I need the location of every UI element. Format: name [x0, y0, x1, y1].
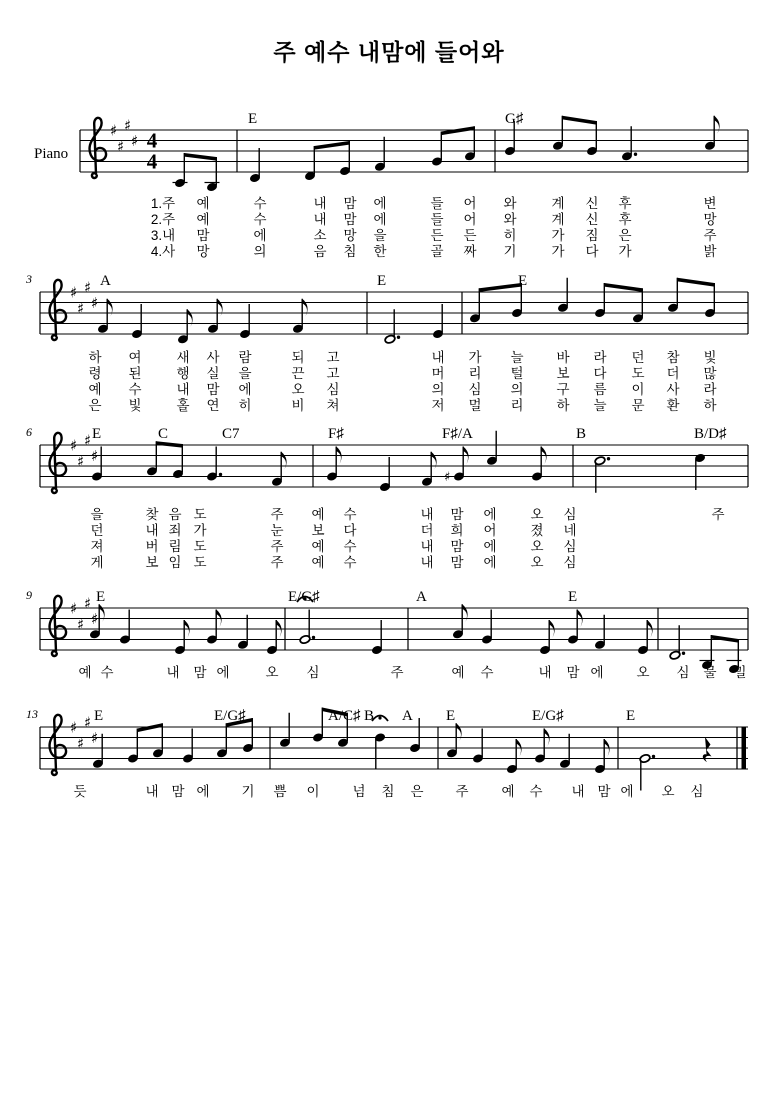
- key-signature-sharp: ♯: [70, 436, 78, 455]
- lyric-syllable: 내: [538, 665, 552, 680]
- lyric-syllable: 들: [430, 196, 444, 211]
- lyric-syllable: 령: [88, 366, 102, 381]
- key-signature-sharp: ♯: [117, 137, 125, 156]
- augmentation-dot: [312, 636, 315, 639]
- lyric-syllable: 와: [503, 212, 517, 227]
- beam: [677, 278, 714, 287]
- chord-symbol: B: [576, 426, 587, 442]
- lyric-syllable: 주: [711, 507, 725, 522]
- lyric-syllable: 게: [90, 555, 104, 570]
- lyric-syllable: 고: [326, 366, 340, 381]
- key-signature-sharp: ♯: [84, 278, 92, 297]
- chord-symbol: E: [248, 111, 258, 127]
- lyric-syllable: 계: [551, 212, 565, 227]
- beam: [711, 635, 738, 643]
- beam: [314, 141, 349, 150]
- lyric-syllable: 에: [483, 507, 497, 522]
- chord-symbol: C: [158, 426, 169, 442]
- lyric-syllable: 듯: [73, 784, 87, 799]
- lyric-syllable: 많: [703, 366, 717, 381]
- lyric-syllable: 희: [450, 523, 464, 538]
- lyric-syllable: 변: [703, 196, 717, 211]
- lyric-syllable: 심: [326, 382, 340, 397]
- key-signature-sharp: ♯: [84, 431, 92, 450]
- accidental-sharp: ♯: [444, 470, 451, 485]
- lyric-syllable: 심: [468, 382, 482, 397]
- lyric-syllable: 홀: [176, 398, 190, 413]
- lyric-syllable: 밝: [703, 244, 717, 259]
- lyric-syllable: 주: [270, 555, 284, 570]
- lyric-syllable: 침: [343, 244, 357, 259]
- lyric-syllable: 심: [563, 507, 577, 522]
- lyric-syllable: 사: [666, 382, 680, 397]
- lyric-syllable: 수: [128, 382, 142, 397]
- lyric-syllable: 보: [145, 555, 159, 570]
- lyric-syllable: 주: [390, 665, 404, 680]
- lyric-syllable: 에: [196, 784, 210, 799]
- lyric-syllable: 계: [551, 196, 565, 211]
- key-signature-sharp: ♯: [91, 447, 99, 465]
- eighth-flag: [187, 309, 192, 327]
- lyric-syllable: 내: [420, 507, 434, 522]
- measure-number: 3: [26, 272, 32, 286]
- lyric-syllable: 2.주: [150, 212, 176, 227]
- augmentation-dot: [652, 755, 655, 758]
- lyric-syllable: 주: [270, 507, 284, 522]
- lyric-syllable: 에: [483, 555, 497, 570]
- measure-number: 6: [26, 425, 32, 439]
- lyric-syllable: 든: [430, 228, 444, 243]
- key-signature-sharp: ♯: [110, 121, 118, 140]
- key-signature-sharp: ♯: [91, 729, 99, 747]
- key-signature-sharp: ♯: [70, 283, 78, 302]
- lyric-syllable: 망: [196, 244, 210, 259]
- lyric-syllable: 새: [176, 350, 190, 365]
- lyric-syllable: 수: [343, 555, 357, 570]
- lyric-syllable: 에: [590, 665, 604, 680]
- eighth-flag: [456, 723, 461, 741]
- lyric-syllable: 의: [253, 244, 267, 259]
- lyric-syllable: 예: [78, 665, 92, 680]
- lyric-syllable: 에: [253, 228, 267, 243]
- lyric-syllable: 의: [510, 382, 524, 397]
- lyric-syllable: 연: [206, 398, 220, 413]
- lyric-syllable: 내: [313, 212, 327, 227]
- lyric-syllable: 히: [238, 398, 252, 413]
- lyric-syllable: 름: [593, 382, 607, 397]
- lyric-syllable: 죄: [168, 523, 182, 538]
- lyric-syllable: 행: [176, 366, 190, 381]
- time-signature-numerator: 4: [146, 128, 158, 153]
- lyric-syllable: 빛: [703, 350, 717, 365]
- augmentation-dot: [219, 473, 222, 476]
- lyric-syllable: 소: [313, 228, 327, 243]
- treble-clef-icon: [50, 433, 66, 493]
- key-signature-sharp: ♯: [77, 452, 85, 471]
- lyric-syllable: 실: [206, 366, 220, 381]
- lyric-syllable: 침: [381, 784, 395, 799]
- lyric-syllable: 에: [620, 784, 634, 799]
- measure-number: 9: [26, 588, 32, 602]
- chord-symbol: E: [92, 426, 102, 442]
- lyric-syllable: 참: [666, 350, 680, 365]
- lyric-syllable: 맘: [196, 228, 210, 243]
- lyric-syllable: 도: [193, 555, 207, 570]
- lyric-syllable: 하: [703, 398, 717, 413]
- lyric-syllable: 보: [556, 366, 570, 381]
- key-signature-sharp: ♯: [124, 116, 132, 135]
- lyric-syllable: 맘: [171, 784, 185, 799]
- key-signature-sharp: ♯: [84, 594, 92, 613]
- lyric-syllable: 심: [563, 555, 577, 570]
- lyric-syllable: 여: [128, 350, 142, 365]
- lyric-syllable: 머: [431, 366, 445, 381]
- lyric-syllable: 들: [430, 212, 444, 227]
- eighth-flag: [462, 604, 467, 622]
- chord-symbol: B/D♯: [694, 426, 727, 442]
- chord-symbol: A: [416, 589, 427, 605]
- lyric-syllable: 네: [563, 523, 577, 538]
- lyric-syllable: 라: [593, 350, 607, 365]
- lyric-syllable: 에: [238, 382, 252, 397]
- chord-symbol: A: [402, 708, 413, 724]
- lyric-syllable: 비: [291, 398, 305, 413]
- key-signature-sharp: ♯: [131, 132, 139, 150]
- lyric-syllable: 예: [451, 665, 465, 680]
- lyric-syllable: 수: [343, 507, 357, 522]
- eighth-flag: [281, 452, 286, 470]
- lyric-syllable: 맘: [450, 555, 464, 570]
- lyric-syllable: 예: [196, 212, 210, 227]
- beam: [479, 283, 521, 292]
- augmentation-dot: [607, 457, 610, 460]
- lyric-syllable: 다: [593, 366, 607, 381]
- lyric-syllable: 된: [128, 366, 142, 381]
- chord-symbol: A: [100, 273, 111, 289]
- key-signature-sharp: ♯: [91, 610, 99, 628]
- lyric-syllable: 수: [253, 212, 267, 227]
- lyric-syllable: 되: [291, 350, 305, 365]
- beam: [184, 153, 216, 161]
- lyric-syllable: 찾: [145, 507, 159, 522]
- lyric-syllable: 가: [551, 228, 565, 243]
- lyric-syllable: 내: [420, 539, 434, 554]
- lyric-syllable: 을: [373, 228, 387, 243]
- lyric-syllable: 심: [563, 539, 577, 554]
- chord-symbol: E: [626, 708, 636, 724]
- lyric-syllable: 어: [483, 523, 497, 538]
- lyric-syllable: 가: [468, 350, 482, 365]
- treble-clef-icon: [50, 280, 66, 340]
- lyric-syllable: 물: [703, 665, 717, 680]
- eighth-flag: [431, 452, 436, 470]
- lyric-syllable: 내: [166, 665, 180, 680]
- lyric-syllable: 져: [90, 539, 104, 554]
- lyric-syllable: 심: [690, 784, 704, 799]
- lyric-syllable: 내: [176, 382, 190, 397]
- lyric-syllable: 기: [241, 784, 255, 799]
- lyric-syllable: 라: [703, 382, 717, 397]
- augmentation-dot: [682, 652, 685, 655]
- chord-symbol: E: [94, 708, 104, 724]
- lyric-syllable: 짜: [463, 244, 477, 259]
- lyric-syllable: 예: [311, 507, 325, 522]
- key-signature-sharp: ♯: [70, 599, 78, 618]
- lyric-syllable: 내: [431, 350, 445, 365]
- eighth-flag: [107, 299, 112, 317]
- lyric-syllable: 오: [291, 382, 305, 397]
- lyric-syllable: 보: [311, 523, 325, 538]
- augmentation-dot: [634, 153, 637, 156]
- lyric-syllable: 맘: [450, 539, 464, 554]
- lyric-syllable: 임: [168, 555, 182, 570]
- chord-symbol: E: [377, 273, 387, 289]
- beam: [137, 723, 162, 732]
- lyric-syllable: 후: [618, 196, 632, 211]
- lyric-syllable: 망: [703, 212, 717, 227]
- lyric-syllable: 오: [530, 555, 544, 570]
- lyric-syllable: 밀: [733, 665, 747, 680]
- lyric-syllable: 한: [373, 244, 387, 259]
- beam: [562, 116, 596, 125]
- lyric-syllable: 리: [510, 398, 524, 413]
- lyric-syllable: 던: [631, 350, 645, 365]
- lyric-syllable: 내: [420, 555, 434, 570]
- lyric-syllable: 도: [631, 366, 645, 381]
- treble-clef-icon: [50, 715, 66, 775]
- lyric-syllable: 끈: [291, 366, 305, 381]
- lyric-syllable: 예: [311, 539, 325, 554]
- chord-symbol: G♯: [505, 111, 524, 127]
- lyric-syllable: 와: [503, 196, 517, 211]
- lyric-syllable: 버: [145, 539, 159, 554]
- lyric-syllable: 저: [431, 398, 445, 413]
- lyric-syllable: 신: [585, 212, 599, 227]
- lyric-syllable: 맘: [193, 665, 207, 680]
- lyric-syllable: 기: [503, 244, 517, 259]
- lyric-syllable: 다: [343, 523, 357, 538]
- page-title: 주 예수 내맘에 들어와: [273, 39, 505, 65]
- lyric-syllable: 가: [551, 244, 565, 259]
- lyric-syllable: 사: [206, 350, 220, 365]
- lyric-syllable: 맘: [343, 196, 357, 211]
- key-signature-sharp: ♯: [77, 734, 85, 753]
- lyric-syllable: 이: [631, 382, 645, 397]
- lyric-syllable: 내: [145, 523, 159, 538]
- lyric-syllable: 늘: [510, 350, 524, 365]
- lyric-syllable: 예: [311, 555, 325, 570]
- augmentation-dot: [397, 336, 400, 339]
- lyric-syllable: 내: [571, 784, 585, 799]
- lyric-syllable: 문: [631, 398, 645, 413]
- lyric-syllable: 내: [313, 196, 327, 211]
- lyric-syllable: 에: [216, 665, 230, 680]
- lyric-syllable: 골: [430, 244, 444, 259]
- lyric-syllable: 예: [501, 784, 515, 799]
- lyric-syllable: 에: [373, 212, 387, 227]
- treble-clef-icon: [90, 118, 106, 178]
- lyric-syllable: 히: [503, 228, 517, 243]
- lyric-syllable: 맘: [343, 212, 357, 227]
- chord-symbol: E: [96, 589, 106, 605]
- lyric-syllable: 수: [343, 539, 357, 554]
- lyric-syllable: 고: [326, 350, 340, 365]
- lyric-syllable: 하: [556, 398, 570, 413]
- lyric-syllable: 이: [306, 784, 320, 799]
- key-signature-sharp: ♯: [91, 294, 99, 312]
- eighth-flag: [302, 299, 307, 317]
- lyric-syllable: 예: [88, 382, 102, 397]
- lyric-syllable: 심: [306, 665, 320, 680]
- lyric-syllable: 맘: [566, 665, 580, 680]
- beam: [441, 126, 474, 135]
- lyric-syllable: 내: [145, 784, 159, 799]
- lyric-syllable: 빛: [128, 398, 142, 413]
- chord-symbol: E/G♯: [214, 708, 246, 724]
- eighth-flag: [217, 299, 222, 317]
- lyric-syllable: 하: [88, 350, 102, 365]
- lyric-syllable: 예: [196, 196, 210, 211]
- lyric-syllable: 바: [556, 350, 570, 365]
- eighth-flag: [99, 604, 104, 622]
- lyric-syllable: 4.사: [150, 244, 176, 259]
- lyric-syllable: 망: [343, 228, 357, 243]
- chord-symbol: E/G♯: [288, 589, 320, 605]
- lyric-syllable: 에: [373, 196, 387, 211]
- lyric-syllable: 수: [100, 665, 114, 680]
- lyric-syllable: 수: [253, 196, 267, 211]
- lyric-syllable: 도: [193, 539, 207, 554]
- lyric-syllable: 신: [585, 196, 599, 211]
- time-signature-denominator: 4: [146, 149, 158, 174]
- lyric-syllable: 던: [90, 523, 104, 538]
- final-barline: [742, 727, 747, 769]
- lyric-syllable: 짐: [585, 228, 599, 243]
- lyric-syllable: 의: [431, 382, 445, 397]
- lyric-syllable: 넘: [352, 784, 366, 799]
- lyric-syllable: 심: [676, 665, 690, 680]
- lyric-syllable: 쁨: [273, 784, 287, 799]
- key-signature-sharp: ♯: [84, 713, 92, 732]
- fermata-icon: [378, 716, 381, 719]
- lyric-syllable: 에: [483, 539, 497, 554]
- instrument-label: Piano: [34, 146, 69, 162]
- treble-clef-icon: [50, 596, 66, 656]
- lyric-syllable: 맘: [206, 382, 220, 397]
- chord-symbol: E: [568, 589, 578, 605]
- lyric-syllable: 오: [530, 539, 544, 554]
- lyric-syllable: 졌: [530, 523, 544, 538]
- lyric-syllable: 맘: [450, 507, 464, 522]
- lyric-syllable: 후: [618, 212, 632, 227]
- key-signature-sharp: ♯: [70, 718, 78, 737]
- lyric-syllable: 을: [238, 366, 252, 381]
- lyric-syllable: 림: [168, 539, 182, 554]
- lyric-syllable: 3.내: [150, 228, 176, 243]
- chord-symbol: E: [446, 708, 456, 724]
- lyric-syllable: 늘: [593, 398, 607, 413]
- lyric-syllable: 든: [463, 228, 477, 243]
- chord-symbol: F♯/A: [442, 426, 473, 442]
- lyric-syllable: 음: [313, 244, 327, 259]
- chord-symbol: A/C♯: [328, 708, 361, 724]
- lyric-syllable: 오: [530, 507, 544, 522]
- lyric-syllable: 멀: [468, 398, 482, 413]
- lyric-syllable: 다: [585, 244, 599, 259]
- lyric-syllable: 주: [270, 539, 284, 554]
- chord-symbol: F♯: [328, 426, 344, 442]
- lyric-syllable: 람: [238, 350, 252, 365]
- lyric-syllable: 털: [510, 366, 524, 381]
- beam: [604, 283, 642, 292]
- lyric-syllable: 환: [666, 398, 680, 413]
- key-signature-sharp: ♯: [77, 299, 85, 318]
- lyric-syllable: 을: [90, 507, 104, 522]
- lyric-syllable: 오: [661, 784, 675, 799]
- chord-symbol: C7: [222, 426, 240, 442]
- lyric-syllable: 수: [480, 665, 494, 680]
- lyric-syllable: 주: [703, 228, 717, 243]
- lyric-syllable: 어: [463, 212, 477, 227]
- lyric-syllable: 어: [463, 196, 477, 211]
- chord-symbol: E: [518, 273, 528, 289]
- lyric-syllable: 수: [529, 784, 543, 799]
- lyric-syllable: 오: [265, 665, 279, 680]
- key-signature-sharp: ♯: [77, 615, 85, 634]
- lyric-syllable: 은: [618, 228, 632, 243]
- lyric-syllable: 맘: [597, 784, 611, 799]
- lyric-syllable: 1.주: [150, 196, 176, 211]
- lyric-syllable: 쳐: [326, 398, 340, 413]
- lyric-syllable: 음: [168, 507, 182, 522]
- chord-symbol: B: [364, 708, 375, 724]
- lyric-syllable: 더: [666, 366, 680, 381]
- lyric-syllable: 은: [410, 784, 424, 799]
- lyric-syllable: 구: [556, 382, 570, 397]
- measure-number: 13: [26, 707, 38, 721]
- lyric-syllable: 더: [420, 523, 434, 538]
- lyric-syllable: 눈: [270, 523, 284, 538]
- lyric-syllable: 도: [193, 507, 207, 522]
- eighth-flag: [714, 116, 719, 134]
- lyric-syllable: 가: [193, 523, 207, 538]
- lyric-syllable: 주: [455, 784, 469, 799]
- lyric-syllable: 가: [618, 244, 632, 259]
- chord-symbol: E/G♯: [532, 708, 564, 724]
- lyric-syllable: 오: [636, 665, 650, 680]
- lyric-syllable: 리: [468, 366, 482, 381]
- lyric-syllable: 은: [88, 398, 102, 413]
